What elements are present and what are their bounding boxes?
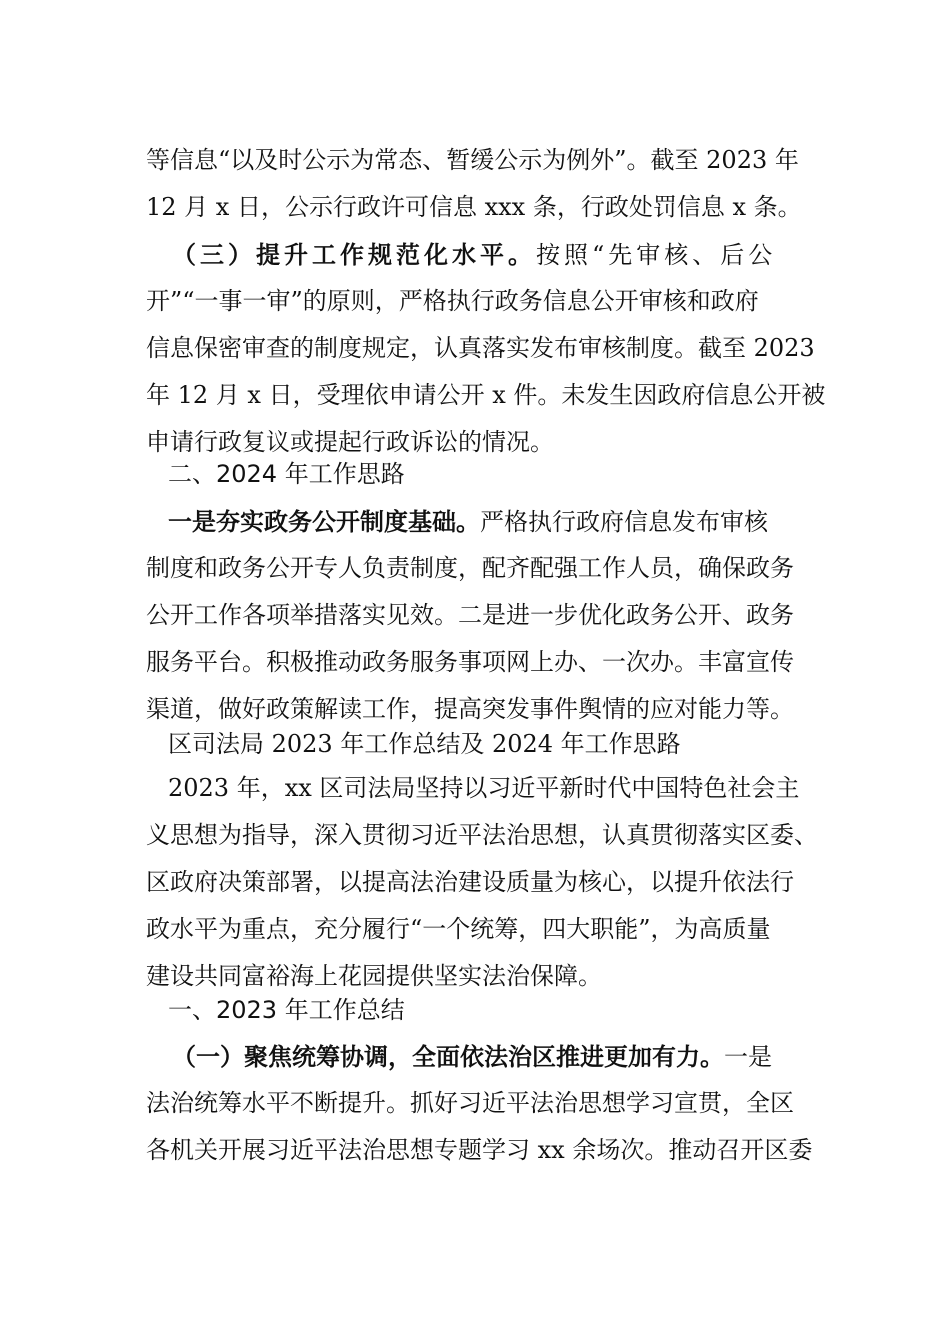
text-line: 制度和政务公开专人负责制度，配齐配强工作人员，确保政务	[146, 554, 794, 582]
paragraph-intro	[146, 765, 826, 1000]
paragraph-2024-plans	[146, 498, 826, 733]
paragraph-section-1	[146, 1033, 826, 1174]
article-title: 区司法局 2023 年工作总结及 2024 年工作思路	[168, 730, 681, 758]
paragraph-section-3	[146, 231, 826, 466]
plan-one-heading: 一是夯实政务公开制度基础。	[168, 507, 480, 536]
heading-2023-summary: 一、2023 年工作总结	[168, 996, 405, 1024]
text-line: 12 月 x 日，公示行政许可信息 xxx 条，行政处罚信息 x 条。	[146, 193, 802, 221]
article-title-block	[146, 721, 826, 768]
text-line: 渠道，做好政策解读工作，提高突发事件舆情的应对能力等。	[146, 695, 794, 723]
text-line: 2023 年，xx 区司法局坚持以习近平新时代中国特色社会主	[168, 774, 800, 802]
plan-one-lead: 严格执行政府信息发布审核	[480, 508, 768, 536]
heading-2024-plans: 二、2024 年工作思路	[168, 460, 405, 488]
section-1-lead: 一是	[724, 1043, 772, 1071]
text-line	[146, 231, 826, 278]
text-line: 义思想为指导，深入贯彻习近平法治思想，认真贯彻落实区委、	[146, 821, 818, 849]
heading-2023-summary-block	[146, 987, 826, 1034]
text-line	[146, 1033, 826, 1080]
text-line: 申请行政复议或提起行政诉讼的情况。	[146, 428, 554, 456]
text-line: 年 12 月 x 日，受理依申请公开 x 件。未发生因政府信息公开被	[146, 381, 826, 409]
paragraph-publicity	[146, 137, 826, 231]
text-line	[146, 498, 826, 545]
text-line: 公开工作各项举措落实见效。二是进一步优化政务公开、政务	[146, 601, 794, 629]
text-line: 法治统筹水平不断提升。抓好习近平法治思想学习宣贯，全区	[146, 1089, 794, 1117]
text-line: 区政府决策部署，以提高法治建设质量为核心，以提升依法行	[146, 868, 794, 896]
text-line: 信息保密审查的制度规定，认真落实发布审核制度。截至 2023	[146, 334, 815, 362]
text-line: 各机关开展习近平法治思想专题学习 xx 余场次。推动召开区委	[146, 1136, 813, 1164]
text-line: 建设共同富裕海上花园提供坚实法治保障。	[146, 962, 602, 990]
section-1-heading: （一）聚焦统筹协调，全面依法治区推进更加有力。	[172, 1042, 724, 1071]
text-line: 等信息“以及时公示为常态、暂缓公示为例外”。截至 2023 年	[146, 146, 799, 174]
text-line: 服务平台。积极推动政务服务事项网上办、一次办。丰富宣传	[146, 648, 794, 676]
section-3-lead: 按照“先审核、后公	[536, 241, 777, 269]
text-line: 开”“一事一审”的原则，严格执行政务信息公开审核和政府	[146, 287, 759, 315]
text-line: 政水平为重点，充分履行“一个统筹，四大职能”，为高质量	[146, 915, 771, 943]
section-3-heading: （三）提升工作规范化水平。	[172, 240, 536, 269]
heading-2024-plans-block	[146, 451, 826, 498]
